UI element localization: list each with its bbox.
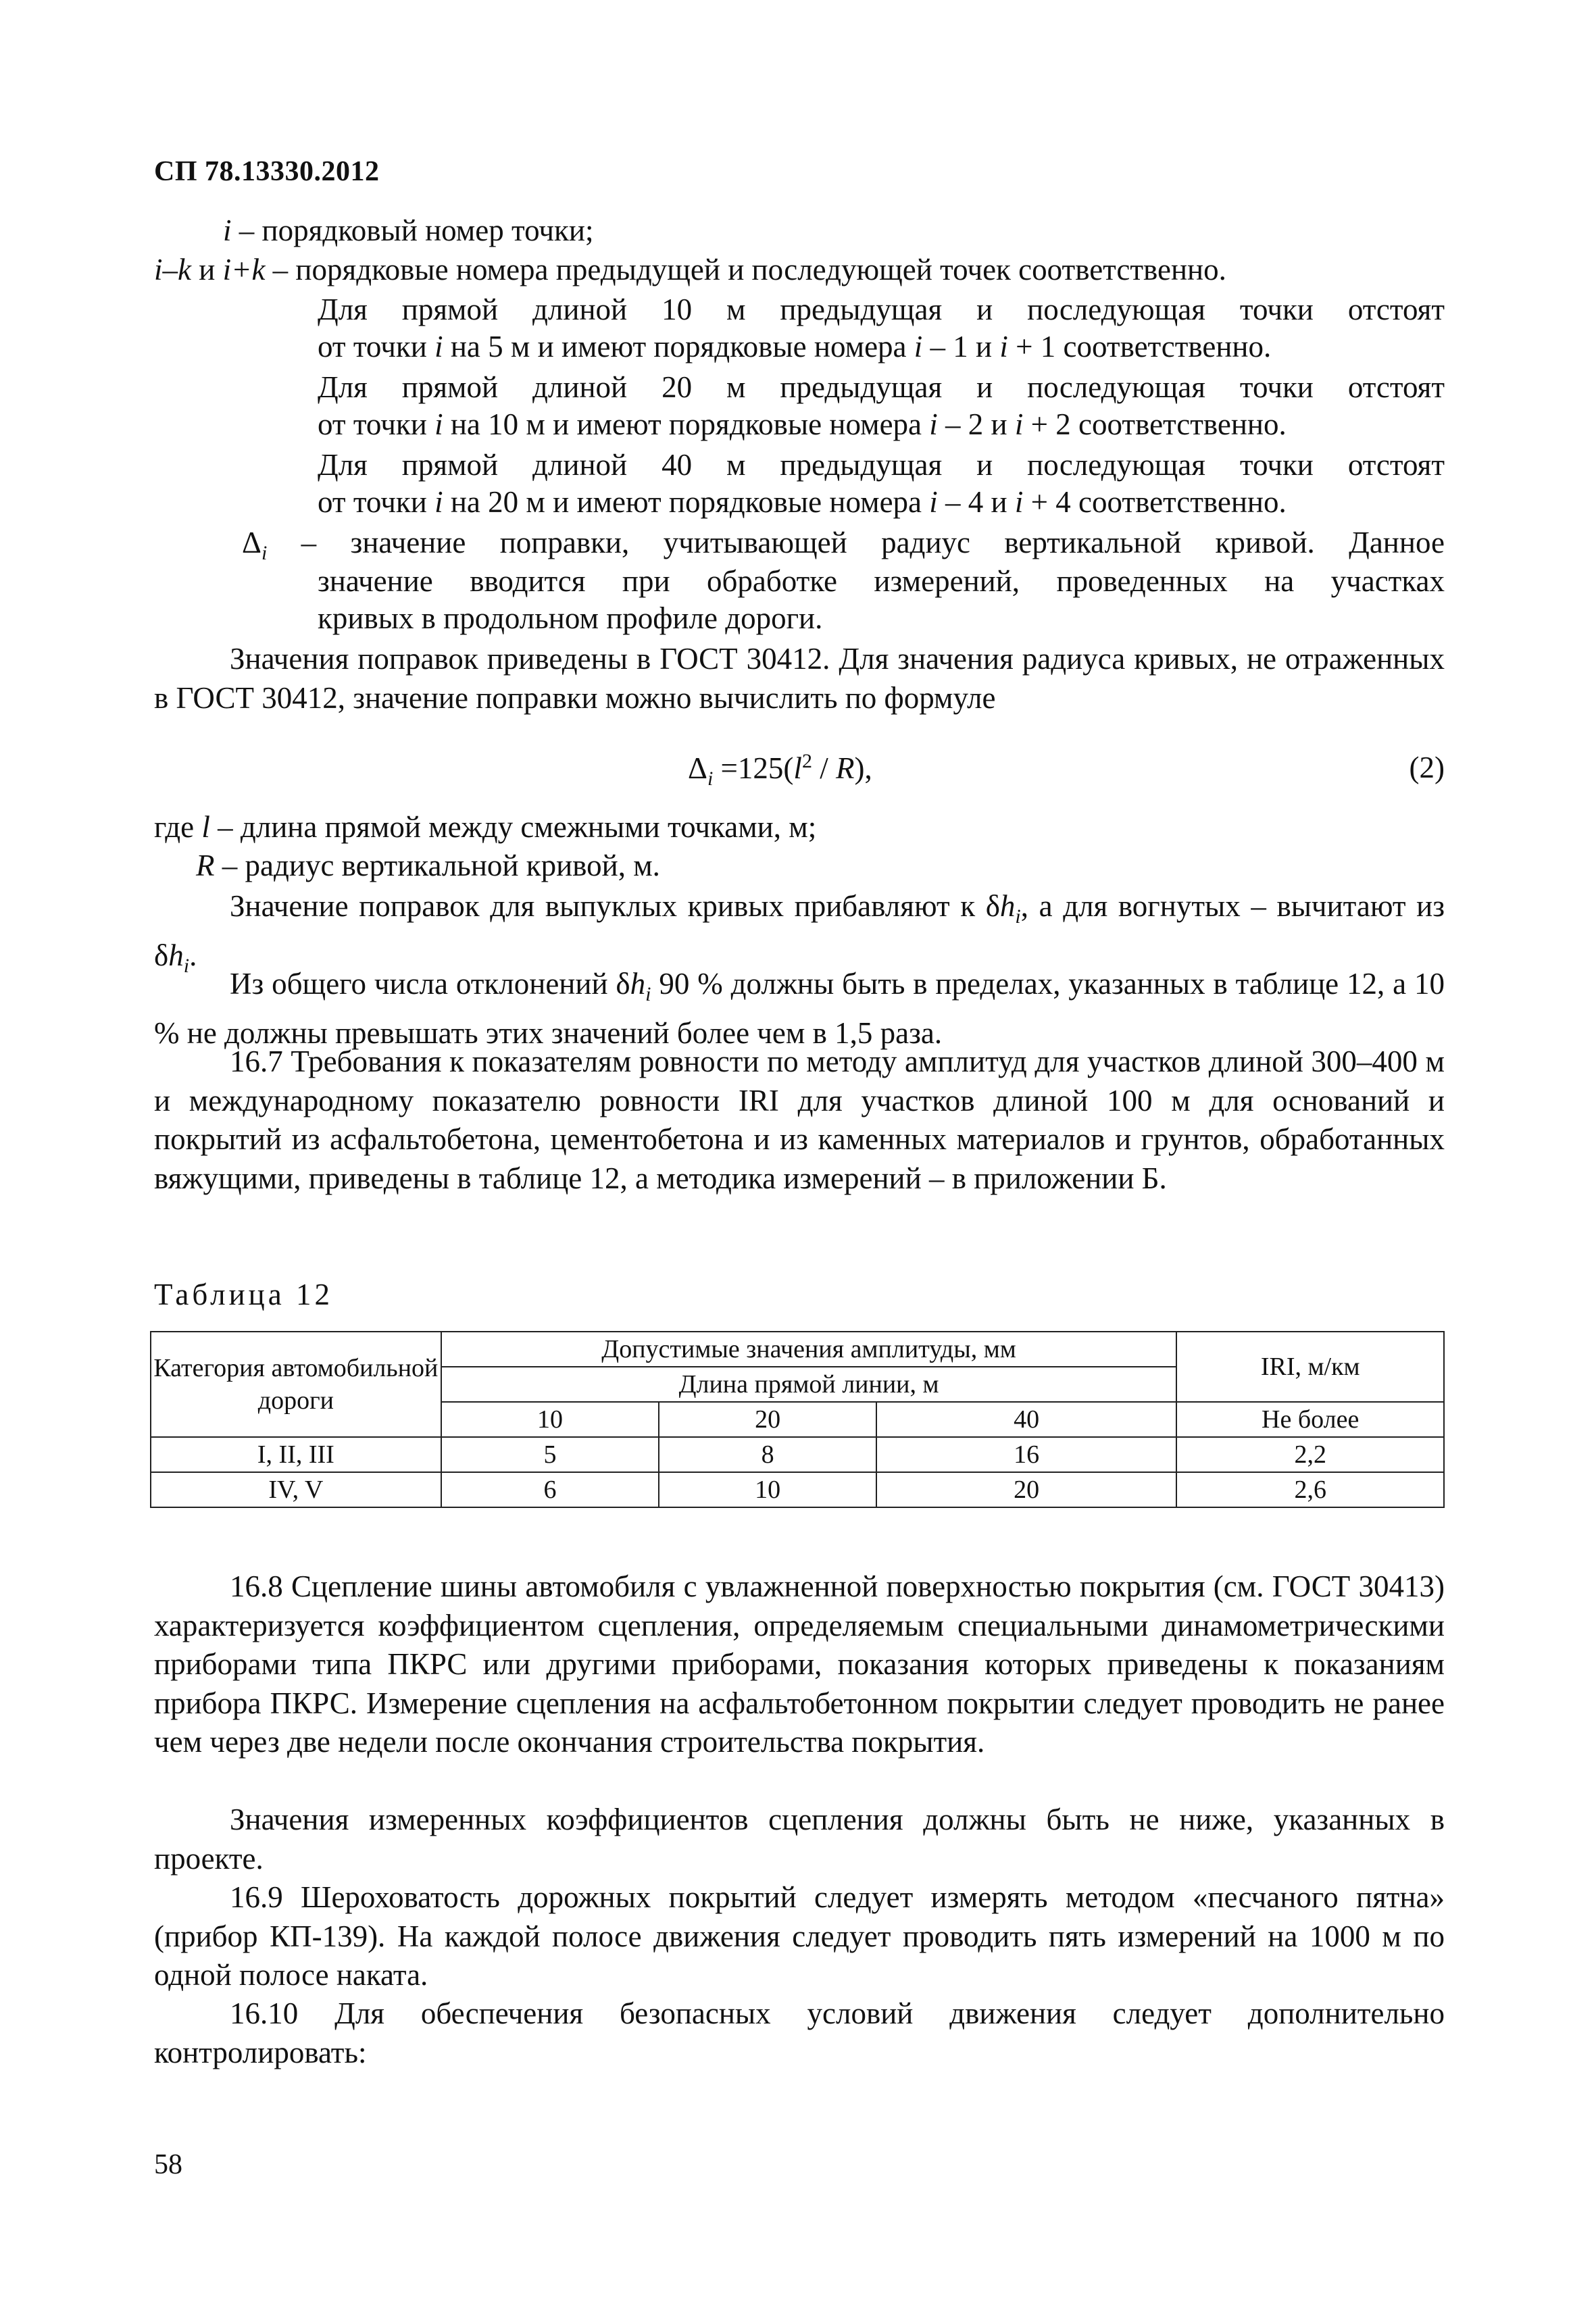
- formula-number: (2): [1409, 751, 1445, 784]
- text-span: на 10 м и имеют порядковые номера: [443, 407, 930, 441]
- table-cell: IV, V: [151, 1472, 441, 1507]
- text-span: l: [201, 810, 210, 844]
- symbol-i-plus-k: i+k: [222, 253, 266, 286]
- text-span: + 1 соответственно.: [1007, 330, 1272, 363]
- text-span: Категория автомобильной дороги: [153, 1354, 439, 1415]
- text-span: h: [168, 938, 184, 972]
- def-20m-line2: [318, 407, 1287, 442]
- symbol-i: i: [929, 407, 938, 441]
- table-cell: 2,2: [1176, 1437, 1444, 1472]
- text-span: – 1 и: [922, 330, 1000, 363]
- text-span: h: [630, 967, 646, 1001]
- symbol-i-minus-k: i–k: [154, 253, 191, 286]
- text-span: Из общего числа отклонений δ: [230, 967, 630, 1001]
- text-span: i: [1015, 905, 1021, 928]
- table-header-iri: IRI, м/км: [1176, 1332, 1444, 1402]
- symbol-i: i: [999, 330, 1008, 363]
- text-span: l: [793, 751, 802, 785]
- text-span: – радиус вертикальной кривой, м.: [214, 849, 660, 882]
- formula-expression: [688, 750, 872, 790]
- def-40m-line2: [318, 484, 1287, 520]
- symbol-i: i: [434, 330, 443, 363]
- table-header-10: 10: [441, 1402, 659, 1437]
- text-span: где: [154, 810, 202, 844]
- table-header-length: Длина прямой линии, м: [441, 1367, 1177, 1402]
- table-caption: Таблица 12: [154, 1278, 333, 1311]
- page-number: 58: [154, 2149, 182, 2180]
- text-span: 90 % должны быть в пределах, указанных в таблице 12, а 10 % не должны превышать этих значений более чем в 1,5 раза.: [154, 967, 1445, 1050]
- text-span: 2: [801, 750, 812, 772]
- text-span: /: [812, 751, 836, 785]
- def-i-text: – порядковый номер точки;: [231, 213, 594, 247]
- def-10m-line1: Для прямой длиной 10 м предыдущая и последующая точки отстоят: [318, 293, 1445, 326]
- paragraph-16-9: 16.9 Шероховатость дорожных покрытий следует измерять методом «песчаного пятна» (прибор КП-139). На каждой полосе движения следует проводить пять измерений на 1000 м по одной полосе наката.: [154, 1880, 1445, 1992]
- def-delta-line2: значение вводится при обработке измерений, проведенных на участках: [318, 564, 1445, 598]
- symbol-i: i: [434, 407, 443, 441]
- delta-symbol: Δ: [242, 526, 261, 559]
- symbol-i: i: [1014, 485, 1024, 519]
- def-delta-line3: кривых в продольном профиле дороги.: [318, 601, 823, 635]
- def-ik: [154, 252, 1226, 287]
- paragraph-corrections: Значения поправок приведены в ГОСТ 30412. Для значения радиуса кривых, не отраженных в ГОСТ 30412, значение поправки можно вычислить по формуле: [154, 642, 1445, 715]
- where-l: [154, 809, 816, 845]
- text-span: i: [707, 768, 714, 790]
- text-span: от точки: [318, 485, 435, 519]
- table-header-notmore: Не более: [1176, 1402, 1444, 1437]
- paragraph-16-7: 16.7 Требования к показателям ровности по методу амплитуд для участков длиной 300–400 м и международному показателю ровности IRI для участков длиной 100 м для оснований и покрытий из асфальтобетона, цементобетона и из каменных материалов и грунтов, обработанных вяжущими, приведены в таблице 12, а методика измерений – в приложении Б.: [154, 1045, 1445, 1195]
- def-i: [223, 213, 594, 248]
- paragraph-coefficients: Значения измеренных коэффициентов сцепления должны быть не ниже, указанных в проекте.: [154, 1803, 1445, 1876]
- paragraph-deviations: [154, 965, 1445, 1053]
- table-header-40: 40: [876, 1402, 1176, 1437]
- delta-subscript: i: [261, 542, 268, 564]
- text-span: R: [196, 849, 215, 882]
- document-header: СП 78.13330.2012: [154, 156, 380, 187]
- text-span: от точки: [318, 407, 435, 441]
- text-span: Значение поправок для выпуклых кривых прибавляют к δ: [230, 889, 1000, 923]
- where-R: [196, 848, 660, 883]
- text-span: – 4 и: [937, 485, 1015, 519]
- text-span: на 20 м и имеют порядковые номера: [443, 485, 930, 519]
- text-span: от точки: [318, 330, 435, 363]
- def-10m-line2: [318, 329, 1271, 364]
- table-cell: 20: [876, 1472, 1176, 1507]
- table-cell: I, II, III: [151, 1437, 441, 1472]
- text-span: – длина прямой между смежными точками, м;: [209, 810, 817, 844]
- table-header-20: 20: [659, 1402, 876, 1437]
- table-cell: 5: [441, 1437, 659, 1472]
- text-span: h: [999, 889, 1016, 923]
- symbol-i: i: [223, 213, 232, 247]
- table-cell: 6: [441, 1472, 659, 1507]
- text-span: , а для вогнутых – вычитают из δ: [154, 889, 1445, 972]
- table-cell: 8: [659, 1437, 876, 1472]
- text-span: ),: [854, 751, 872, 785]
- def-ik-text: – порядковые номера предыдущей и последующей точек соответственно.: [265, 253, 1226, 286]
- def-40m-line1: Для прямой длиной 40 м предыдущая и последующая точки отстоят: [318, 448, 1445, 482]
- table-header-amplitude: Допустимые значения амплитуды, мм: [441, 1332, 1177, 1367]
- text-span: i: [183, 954, 190, 977]
- text-span: + 2 соответственно.: [1023, 407, 1287, 441]
- text-span: – 2 и: [937, 407, 1015, 441]
- text-span: + 4 соответственно.: [1023, 485, 1287, 519]
- paragraph-16-8: 16.8 Сцепление шины автомобиля с увлажненной поверхностью покрытия (см. ГОСТ 30413) характеризуется коэффициентом сцепления, определяемым специальными динамометрическими приборами типа ПКРС или другими приборами, показания которых приведены к показаниям прибора ПКРС. Измерение сцепления на асфальтобетонном покрытии следует проводить не ранее чем через две недели после окончания строительства покрытия.: [154, 1569, 1445, 1759]
- table-header-category: [151, 1332, 441, 1437]
- text-span: =125(: [713, 751, 794, 785]
- symbol-i: i: [1014, 407, 1024, 441]
- table-12: [150, 1331, 1445, 1508]
- table-row: [151, 1437, 1444, 1472]
- symbol-i: i: [914, 330, 923, 363]
- table-cell: 2,6: [1176, 1472, 1444, 1507]
- table-cell: 10: [659, 1472, 876, 1507]
- text-span: Δ: [688, 751, 707, 785]
- text-span: i: [645, 983, 651, 1005]
- text-span: R: [835, 751, 855, 785]
- table-cell: 16: [876, 1437, 1176, 1472]
- text-span: – значение поправки, учитывающей радиус вертикальной кривой. Данное: [267, 526, 1445, 559]
- paragraph-16-10: 16.10 Для обеспечения безопасных условий движения следует дополнительно контролировать:: [154, 1996, 1445, 2069]
- text-span: .: [189, 938, 197, 972]
- def-20m-line1: Для прямой длиной 20 м предыдущая и последующая точки отстоят: [318, 370, 1445, 404]
- symbol-i: i: [434, 485, 443, 519]
- table-row: [151, 1472, 1444, 1507]
- text-span: на 5 м и имеют порядковые номера: [443, 330, 914, 363]
- def-ik-mid: и: [191, 253, 223, 286]
- symbol-i: i: [929, 485, 938, 519]
- formula-2: [154, 750, 1445, 790]
